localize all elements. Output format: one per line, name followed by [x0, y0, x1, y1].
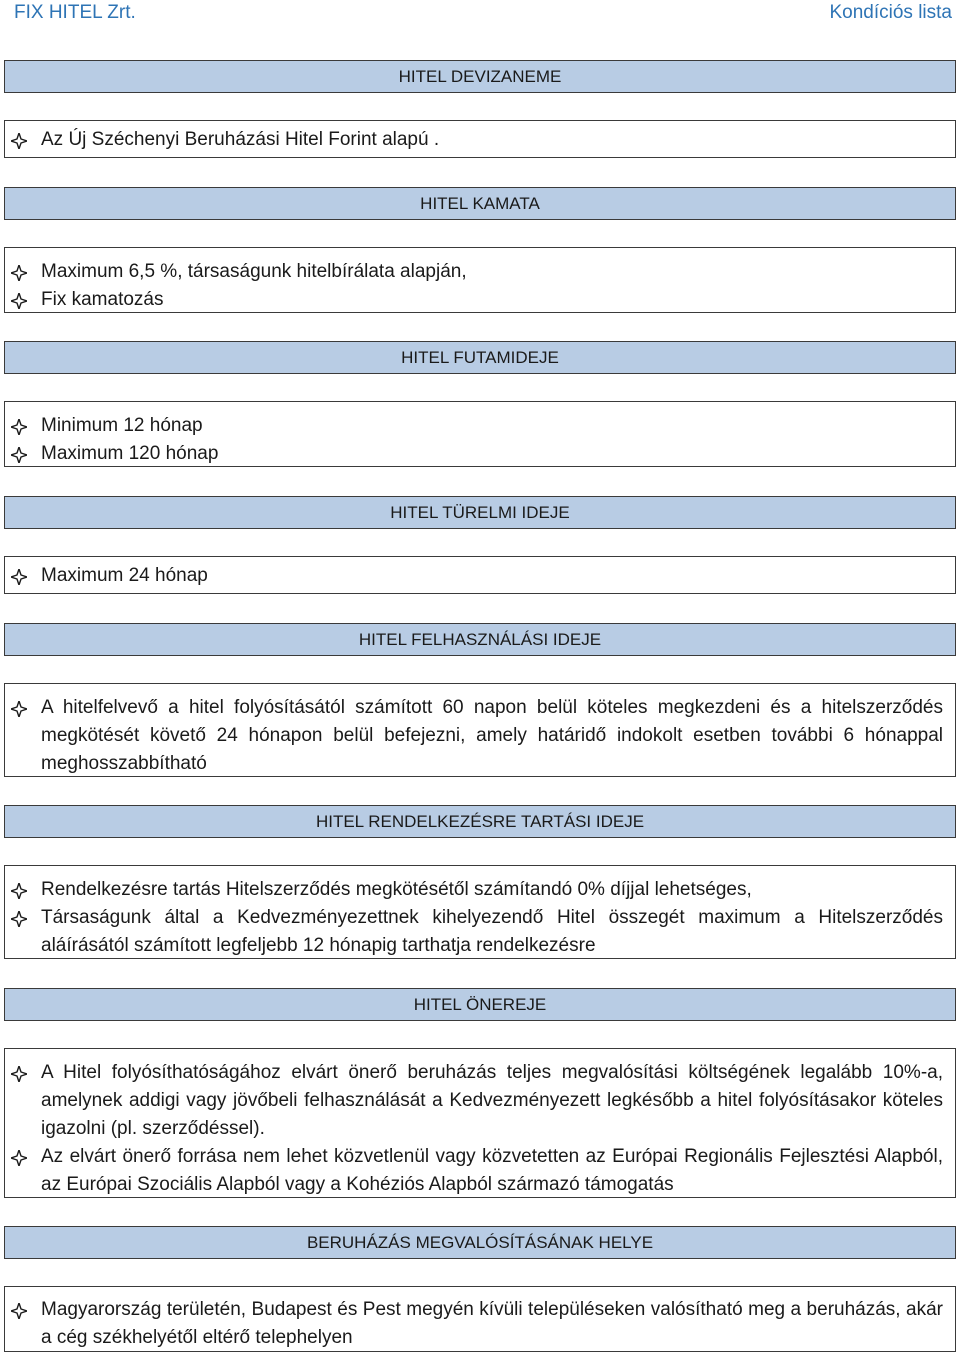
- list-item: Rendelkezésre tartás Hitelszerződés megkötésétől számítandó 0% díjjal lehetséges,: [41, 876, 943, 904]
- list-item: Társaságunk által a Kedvezményezettnek kihelyezendő Hitel összegét maximum a Hitelszerződés aláírásától számított legfeljebb 12 hónapig tarthatja rendelkezésre: [41, 904, 943, 960]
- list-item: Az Új Széchenyi Beruházási Hitel Forint alapú .: [41, 126, 943, 154]
- diamond-bullet-icon: [11, 1303, 27, 1319]
- list-item: Maximum 6,5 %, társaságunk hitelbírálata alapján,: [41, 258, 943, 286]
- page-header: [0, 0, 960, 26]
- list-item: Minimum 12 hónap: [41, 412, 943, 440]
- section-box-kamata: [4, 247, 956, 313]
- section-heading-devizanem: HITEL DEVIZANEME: [4, 60, 956, 93]
- list-item: Maximum 120 hónap: [41, 440, 943, 468]
- section-box-turelmi-ideje: [4, 556, 956, 594]
- document-title: Kondíciós lista: [829, 2, 952, 23]
- section-box-rendelkezesre-tartas: [4, 865, 956, 959]
- section-box-felhasznalasi-ideje: [4, 683, 956, 777]
- section-box-futamideje: [4, 401, 956, 467]
- company-name: FIX HITEL Zrt.: [14, 2, 136, 23]
- list-item: A Hitel folyósíthatóságához elvárt önerő beruházás teljes megvalósítási költségének legalább 10%-a, amelynek addigi vagy jövőbeli felhasználását a Kedvezményezett legkésőbb a hitel folyósításakor köteles igazolni (pl. szerződéssel).: [41, 1059, 943, 1143]
- section-box-devizanem: [4, 120, 956, 158]
- diamond-bullet-icon: [11, 1150, 27, 1166]
- section-heading-megvalositas-helye: BERUHÁZÁS MEGVALÓSÍTÁSÁNAK HELYE: [4, 1226, 956, 1259]
- section-heading-kamata: HITEL KAMATA: [4, 187, 956, 220]
- section-heading-onereje: HITEL ÖNEREJE: [4, 988, 956, 1021]
- diamond-bullet-icon: [11, 569, 27, 585]
- diamond-bullet-icon: [11, 911, 27, 927]
- list-item: A hitelfelvevő a hitel folyósításától számított 60 napon belül köteles megkezdeni és a hitelszerződés megkötését követő 24 hónapon belül befejezni, amely határidő indokolt esetben további 6 hónappal meghosszabbítható: [41, 694, 943, 778]
- diamond-bullet-icon: [11, 883, 27, 899]
- list-item: Fix kamatozás: [41, 286, 943, 314]
- list-item: Magyarország területén, Budapest és Pest megyén kívüli településeken valósítható meg a beruházás, akár a cég székhelyétől eltérő telephelyen: [41, 1296, 943, 1352]
- section-box-onereje: [4, 1048, 956, 1198]
- diamond-bullet-icon: [11, 293, 27, 309]
- section-box-megvalositas-helye: [4, 1286, 956, 1352]
- section-heading-futamideje: HITEL FUTAMIDEJE: [4, 341, 956, 374]
- diamond-bullet-icon: [11, 447, 27, 463]
- section-heading-felhasznalasi-ideje: HITEL FELHASZNÁLÁSI IDEJE: [4, 623, 956, 656]
- list-item: Maximum 24 hónap: [41, 562, 943, 590]
- section-heading-rendelkezesre-tartas: HITEL RENDELKEZÉSRE TARTÁSI IDEJE: [4, 805, 956, 838]
- diamond-bullet-icon: [11, 133, 27, 149]
- diamond-bullet-icon: [11, 265, 27, 281]
- section-heading-turelmi-ideje: HITEL TÜRELMI IDEJE: [4, 496, 956, 529]
- diamond-bullet-icon: [11, 1066, 27, 1082]
- diamond-bullet-icon: [11, 701, 27, 717]
- diamond-bullet-icon: [11, 419, 27, 435]
- list-item: Az elvárt önerő forrása nem lehet közvetlenül vagy közvetetten az Európai Regionális Fejlesztési Alapból, az Európai Szociális Alapból vagy a Kohéziós Alapból származó támogatás: [41, 1143, 943, 1199]
